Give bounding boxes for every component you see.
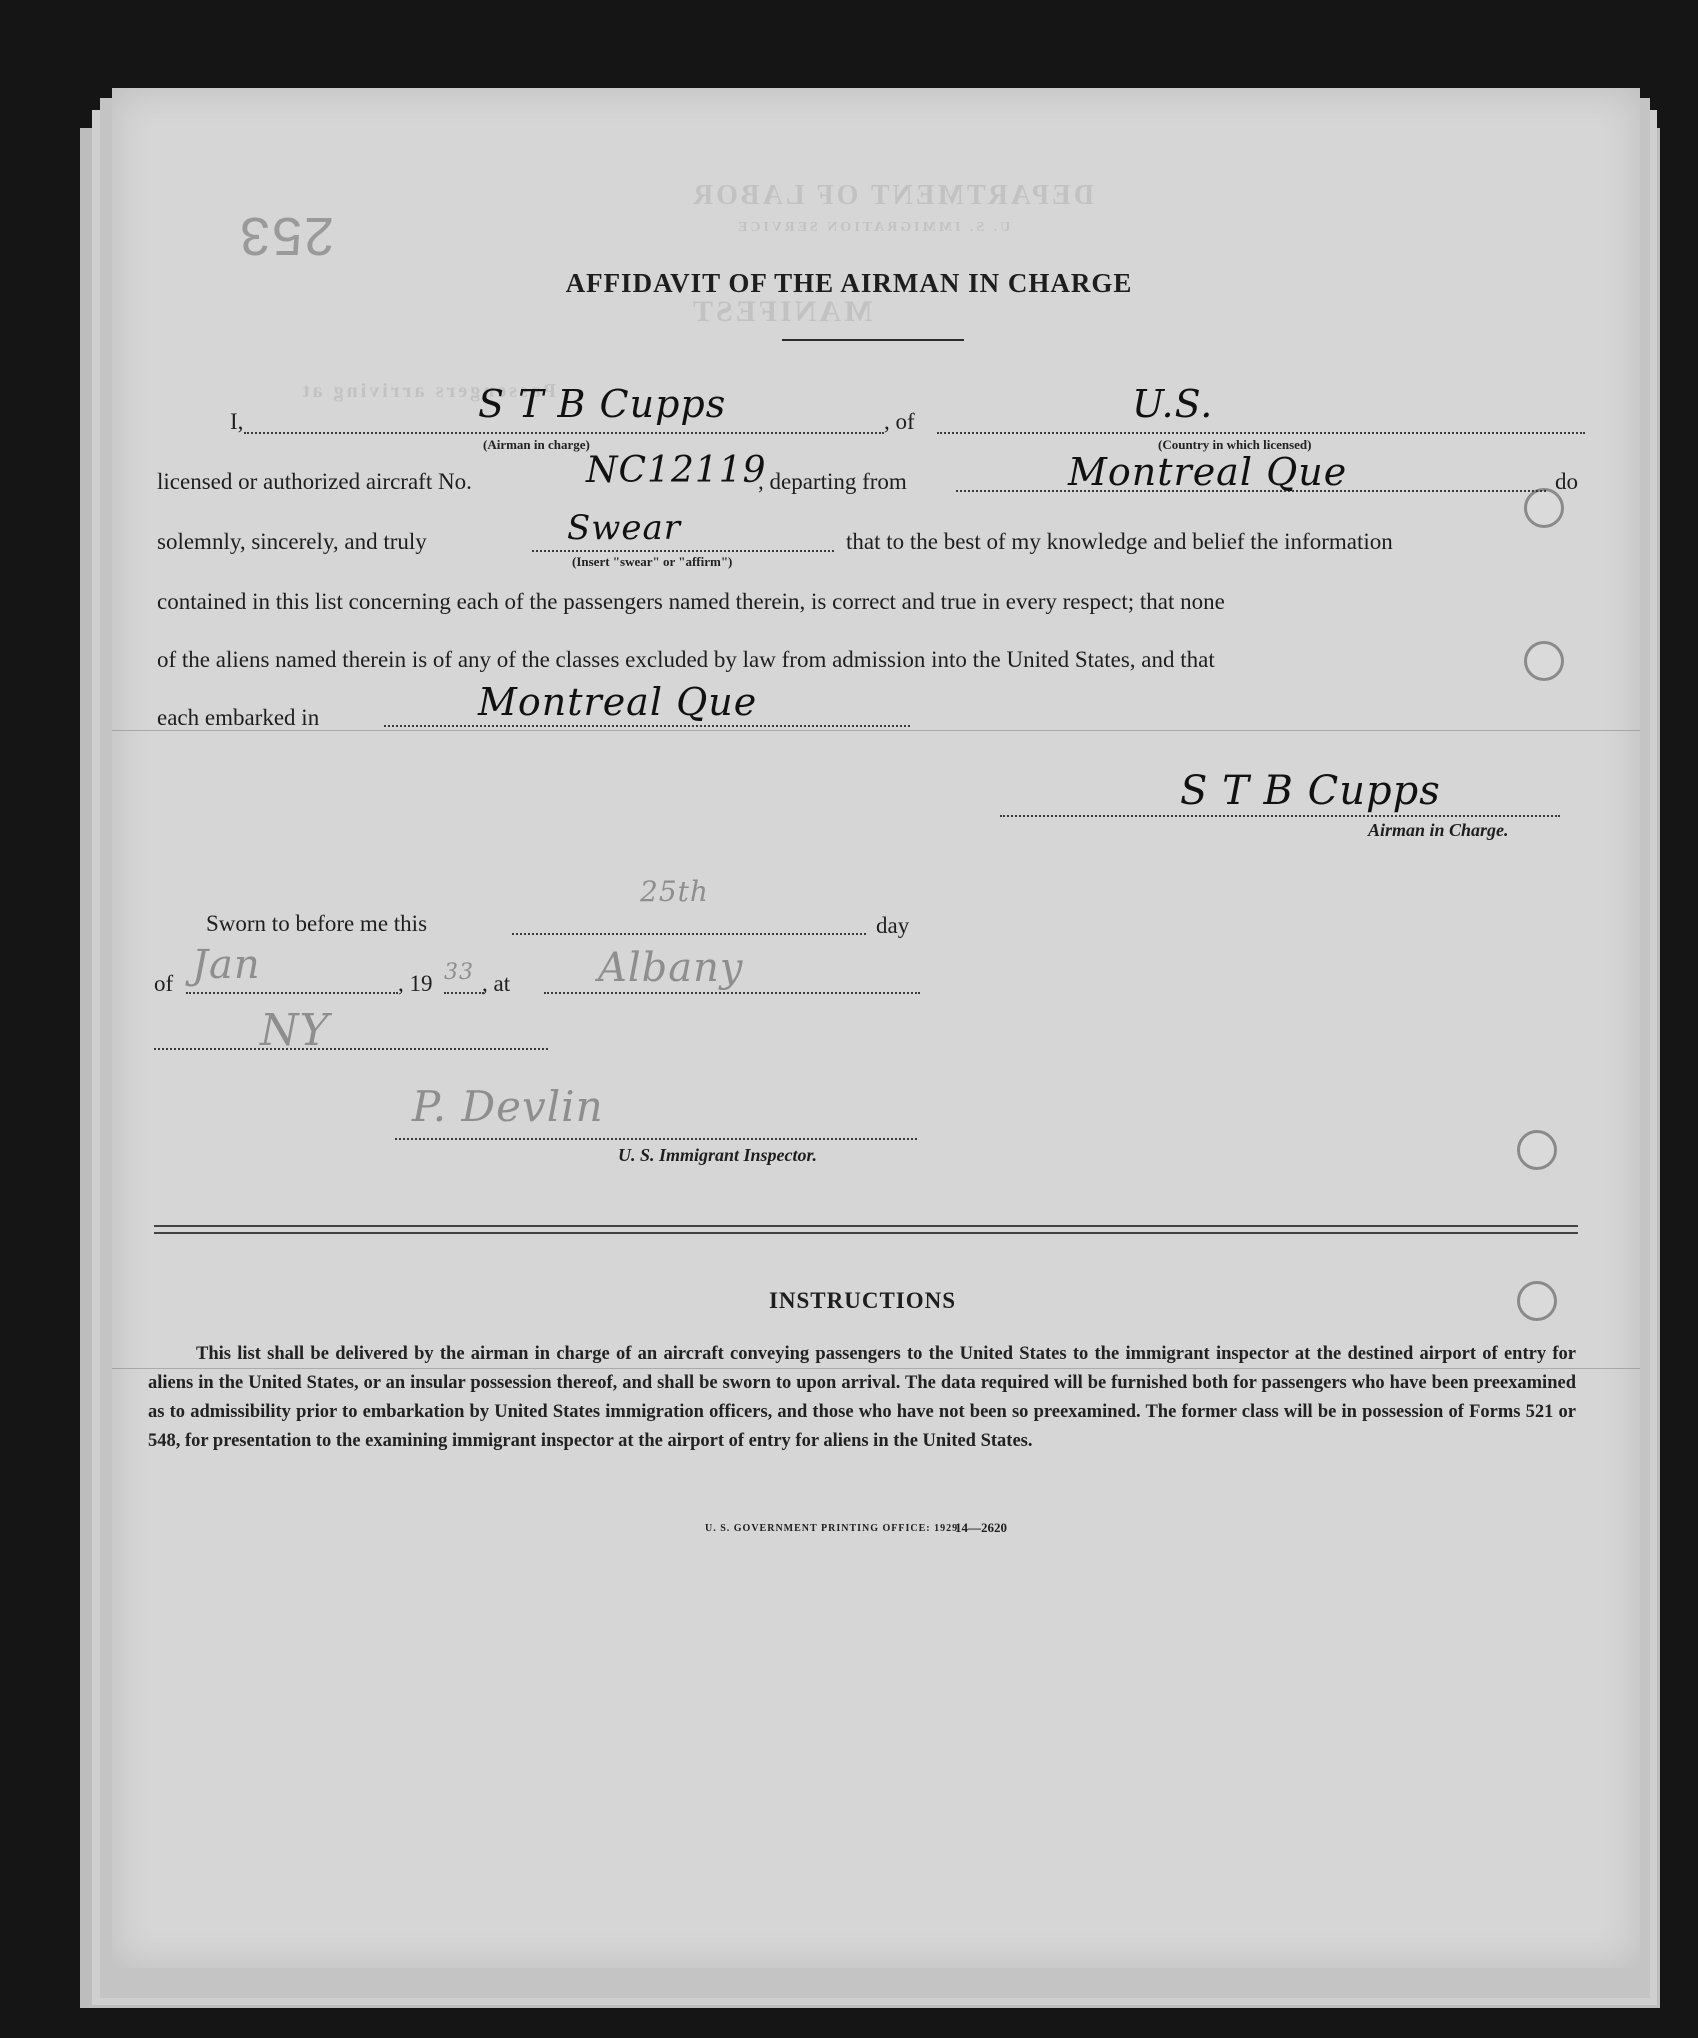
embarked-field-line: [384, 725, 910, 727]
form-code: 14—2620: [955, 1520, 1007, 1535]
country-value: U.S.: [1132, 382, 1214, 426]
airman-name-value: S T B Cupps: [478, 382, 727, 426]
signature-caption: Airman in Charge.: [1368, 820, 1509, 840]
of-label: of: [154, 971, 174, 996]
swear-caption: (Insert "swear" or "affirm"): [572, 554, 733, 569]
year-value: 33: [444, 960, 474, 985]
place-field-line: [544, 992, 920, 994]
solemnly-label: solemnly, sincerely, and truly: [157, 529, 427, 554]
signature-line: [1000, 815, 1560, 817]
year-field-line: [444, 992, 484, 994]
month-field-line: [186, 992, 398, 994]
airman-name-caption: (Airman in charge): [483, 437, 590, 452]
embarked-label: each embarked in: [157, 705, 320, 730]
inspector-signature: P. Devlin: [412, 1082, 604, 1131]
statement-text: of the aliens named therein is of any of the classes excluded by law from admission into the United States, and that: [157, 647, 1215, 672]
statement-text: that to the best of my knowledge and belief the information: [846, 529, 1393, 554]
place-continued-line: [154, 1048, 548, 1050]
country-field-line: [937, 432, 1585, 434]
punch-hole: [1524, 641, 1564, 681]
inspector-caption: U. S. Immigrant Inspector.: [618, 1145, 818, 1165]
airman-name-field-line: [244, 432, 884, 434]
day-label: day: [876, 913, 910, 938]
bleed-through-text: DEPARTMENT OF LABOR: [690, 180, 1094, 211]
aircraft-number-value: NC12119: [586, 450, 767, 491]
title-divider: [782, 339, 964, 341]
day-field-line: [512, 933, 866, 935]
do-label: do: [1555, 469, 1578, 494]
bleed-through-text: MANIFEST: [690, 295, 873, 328]
document-page: [112, 88, 1640, 1968]
embarked-value: Montreal Que: [478, 680, 758, 724]
swear-value: Swear: [567, 508, 682, 548]
instructions-title: INSTRUCTIONS: [768, 1288, 957, 1313]
punch-hole: [1524, 488, 1564, 528]
statement-text: contained in this list concerning each of the passengers named therein, is correct and true in every respect; that none: [157, 589, 1225, 614]
bleed-through-text: U. S. IMMIGRATION SERVICE: [735, 220, 1011, 235]
page-title: AFFIDAVIT OF THE AIRMAN IN CHARGE: [565, 268, 1133, 298]
of-label: , of: [884, 409, 915, 434]
instructions-body: This list shall be delivered by the airman in charge of an aircraft conveying passengers to the United States to the immigrant inspector at the destined airport of entry for aliens in the United States, or an insular possession thereof, and shall be sworn to upon arrival. The data required will be furnished both for passengers who have been preexamined as to admissibility prior to embarkation by United States immigration officers, and those who have not been so preexamined. The former class will be in possession of Forms 521 or 548, for presentation to the examining immigrant inspector at the airport of entry for aliens in the United States.: [148, 1344, 1576, 1451]
departing-value: Montreal Que: [1068, 450, 1348, 494]
place-continued-value: NY: [260, 1005, 330, 1056]
departing-label: , departing from: [758, 469, 907, 494]
day-value: 25th: [640, 875, 709, 908]
i-label: I,: [230, 409, 244, 434]
inspector-signature-line: [395, 1138, 917, 1140]
airman-signature: S T B Cupps: [1180, 768, 1441, 814]
bleed-through-text: Passengers arriving at: [300, 380, 556, 402]
section-divider: [154, 1225, 1578, 1234]
stamp-number: 253: [238, 206, 335, 266]
year-prefix: , 19: [398, 971, 433, 996]
place-value: Albany: [598, 945, 744, 991]
aircraft-label: licensed or authorized aircraft No.: [157, 469, 472, 494]
at-label: , at: [482, 971, 511, 996]
swear-field-line: [532, 550, 834, 552]
punch-hole: [1517, 1130, 1557, 1170]
printer-imprint: U. S. GOVERNMENT PRINTING OFFICE: 1929: [705, 1523, 959, 1534]
month-value: Jan: [192, 942, 261, 988]
sworn-label: Sworn to before me this: [206, 911, 428, 936]
country-caption: (Country in which licensed): [1158, 437, 1312, 452]
fold-line: [112, 730, 1640, 731]
